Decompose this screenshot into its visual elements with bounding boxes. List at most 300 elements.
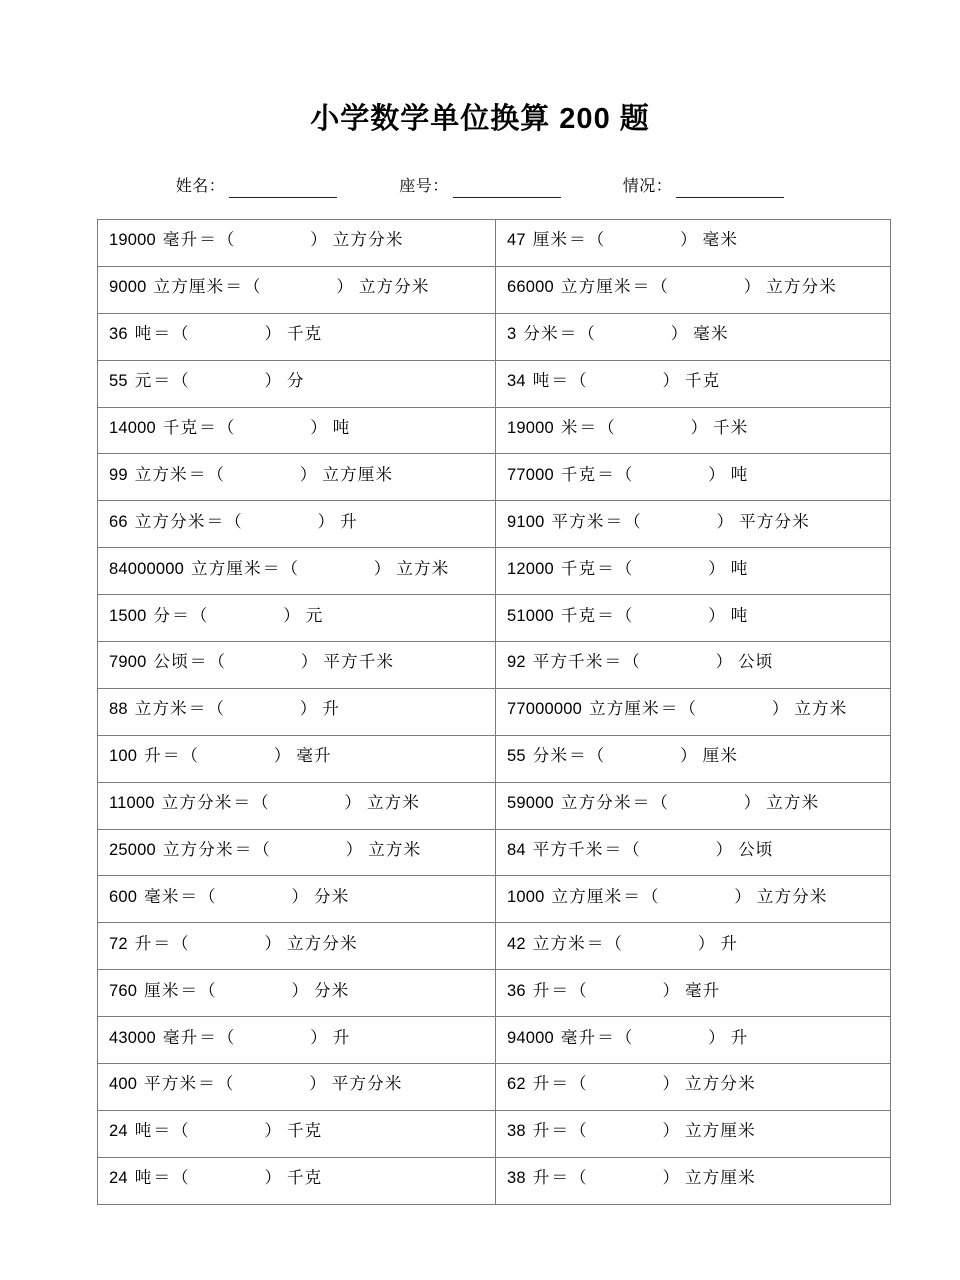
question-cell[interactable]	[98, 595, 496, 642]
question-from-unit: 平方米	[144, 1074, 198, 1094]
answer-blank[interactable]	[640, 650, 714, 674]
question-cell[interactable]	[496, 688, 891, 735]
question-to-unit: 立方厘米	[684, 1168, 756, 1188]
question-from-unit: 公顷	[153, 652, 189, 672]
paren-close: ）	[771, 699, 789, 719]
answer-blank[interactable]	[224, 697, 298, 721]
question-from-unit: 吨	[532, 371, 551, 391]
question-to-unit: 立方分米	[684, 1074, 756, 1094]
answer-blank[interactable]	[207, 604, 281, 628]
question-text	[109, 697, 340, 726]
question-value: 7900	[109, 653, 147, 672]
question-cell[interactable]	[496, 501, 891, 548]
equals-sign: ＝	[172, 605, 189, 625]
answer-blank[interactable]	[298, 557, 372, 581]
paren-close: ）	[715, 840, 733, 860]
question-cell[interactable]	[496, 1017, 891, 1064]
paren-close: ）	[309, 1074, 326, 1094]
question-from-unit: 吨	[134, 324, 153, 344]
paren-close: ）	[715, 652, 733, 672]
paren-close: ）	[670, 324, 688, 344]
question-value: 14000	[109, 419, 156, 437]
paren-open: （	[181, 746, 198, 766]
equals-sign: ＝	[198, 1074, 215, 1094]
question-cell[interactable]	[98, 829, 496, 876]
question-text	[507, 322, 729, 351]
question-value: 760	[109, 981, 138, 1000]
answer-blank[interactable]	[188, 932, 262, 956]
question-to-unit: 千米	[713, 418, 749, 437]
question-cell[interactable]	[496, 735, 891, 782]
paren-open: （	[679, 699, 696, 719]
question-from-unit: 毫升	[162, 1027, 199, 1047]
table-row	[98, 407, 891, 454]
question-from-unit: 分米	[532, 746, 569, 766]
paren-close: ）	[708, 558, 725, 578]
question-text	[507, 1026, 749, 1055]
question-cell[interactable]	[496, 220, 891, 267]
paren-open: （	[199, 980, 216, 1000]
answer-blank[interactable]	[270, 838, 344, 862]
question-to-unit: 立方米	[368, 840, 422, 860]
answer-blank[interactable]	[188, 1119, 262, 1143]
equals-sign: ＝	[180, 980, 198, 1000]
name-input-blank[interactable]	[229, 180, 337, 198]
paren-close: ）	[264, 1168, 281, 1188]
table-row	[98, 970, 891, 1017]
equals-sign: ＝	[604, 652, 622, 672]
question-cell[interactable]	[98, 735, 496, 782]
question-from-unit: 立方米	[134, 699, 188, 719]
answer-blank[interactable]	[641, 510, 715, 534]
question-cell[interactable]	[496, 642, 891, 689]
question-text	[109, 369, 305, 398]
page-title: 小学数学单位换算 200 题	[310, 103, 650, 136]
question-value: 1000	[507, 887, 545, 906]
question-to-unit: 立方米	[396, 558, 450, 578]
question-text	[507, 463, 749, 492]
question-text	[109, 416, 351, 445]
question-text	[109, 885, 349, 914]
name-field	[176, 176, 338, 198]
question-to-unit: 厘米	[702, 746, 739, 766]
paren-close: ）	[708, 464, 725, 484]
question-to-unit: 立方分米	[358, 277, 430, 297]
question-to-unit: 立方厘米	[322, 464, 394, 484]
question-value: 1500	[109, 606, 147, 625]
paren-open: （	[624, 511, 641, 531]
equals-sign: ＝	[199, 418, 216, 437]
question-from-unit: 立方分米	[560, 793, 632, 813]
question-cell[interactable]	[98, 688, 496, 735]
equals-sign: ＝	[579, 418, 597, 437]
equals-sign: ＝	[632, 277, 650, 297]
paren-close: ）	[708, 605, 725, 625]
question-cell[interactable]	[496, 1064, 891, 1111]
seat-input-blank[interactable]	[453, 180, 561, 198]
paren-open: （	[217, 418, 235, 437]
table-row	[98, 642, 891, 689]
paren-close: ）	[300, 652, 318, 672]
paren-open: （	[171, 1168, 189, 1188]
question-to-unit: 立方分米	[766, 277, 838, 297]
question-from-unit: 立方米	[134, 464, 188, 484]
question-to-unit: 平方分米	[739, 511, 810, 531]
question-cell[interactable]	[496, 360, 891, 407]
question-text	[507, 650, 773, 679]
question-value: 72	[109, 934, 128, 953]
seat-field	[399, 176, 561, 198]
question-from-unit: 毫米	[144, 886, 180, 906]
question-cell[interactable]	[496, 970, 891, 1017]
question-to-unit: 千克	[286, 1168, 323, 1188]
question-value: 43000	[109, 1028, 156, 1047]
question-to-unit: 毫米	[693, 324, 729, 344]
question-value: 400	[109, 1075, 138, 1094]
equals-sign: ＝	[188, 464, 206, 484]
table-row	[98, 1017, 891, 1064]
question-from-unit: 平方千米	[532, 840, 604, 860]
answer-blank[interactable]	[586, 1166, 660, 1190]
equals-sign: ＝	[153, 324, 170, 344]
equals-sign: ＝	[162, 746, 180, 766]
question-from-unit: 米	[560, 418, 579, 437]
question-cell[interactable]	[496, 876, 891, 923]
paren-close: ）	[345, 840, 363, 860]
question-from-unit: 分米	[523, 324, 559, 344]
question-text	[109, 557, 449, 586]
question-cell[interactable]	[98, 1017, 496, 1064]
table-row	[98, 1157, 891, 1204]
answer-blank[interactable]	[604, 228, 678, 252]
answer-blank[interactable]	[188, 369, 262, 393]
question-from-unit: 立方厘米	[560, 277, 632, 297]
question-to-unit: 千克	[684, 371, 721, 391]
table-row	[98, 829, 891, 876]
paren-close: ）	[310, 418, 327, 437]
question-cell[interactable]	[496, 548, 891, 595]
question-cell[interactable]	[98, 360, 496, 407]
equals-sign: ＝	[605, 511, 623, 531]
answer-blank[interactable]	[198, 744, 272, 768]
question-table	[97, 219, 891, 1205]
answer-blank[interactable]	[668, 275, 742, 299]
question-cell[interactable]	[496, 782, 891, 829]
paren-open: （	[651, 793, 668, 813]
paren-open: （	[623, 652, 640, 672]
question-from-unit: 升	[532, 1168, 551, 1188]
paren-open: （	[615, 464, 633, 484]
question-value: 24	[109, 1169, 128, 1188]
paren-open: （	[171, 933, 189, 953]
question-text	[109, 322, 322, 351]
question-text	[507, 791, 819, 820]
status-field	[623, 176, 785, 198]
question-to-unit: 立方米	[366, 793, 421, 813]
question-value: 600	[109, 887, 138, 906]
question-value: 55	[109, 372, 128, 391]
question-from-unit: 平方千米	[532, 652, 604, 672]
question-text	[507, 1072, 756, 1101]
answer-blank[interactable]	[632, 1026, 706, 1050]
question-value: 11000	[109, 794, 155, 813]
answer-blank[interactable]	[260, 275, 334, 299]
paren-close: ）	[680, 746, 697, 766]
table-row	[98, 1110, 891, 1157]
question-value: 66000	[507, 278, 554, 297]
question-cell[interactable]	[496, 407, 891, 454]
paren-close: ）	[734, 886, 751, 906]
paren-close: ）	[283, 605, 300, 625]
question-text	[109, 1119, 322, 1148]
question-to-unit: 立方厘米	[684, 1121, 756, 1141]
question-cell[interactable]	[98, 266, 496, 313]
question-cell[interactable]	[496, 1110, 891, 1157]
question-cell[interactable]	[496, 313, 891, 360]
question-text	[109, 463, 393, 492]
question-value: 19000	[109, 231, 156, 250]
student-info-line	[0, 168, 960, 198]
paren-close: ）	[743, 793, 761, 813]
answer-blank[interactable]	[224, 463, 298, 487]
question-from-unit: 立方分米	[134, 511, 206, 531]
question-to-unit: 升	[720, 933, 739, 953]
table-row	[98, 595, 891, 642]
question-cell[interactable]	[98, 1157, 496, 1204]
answer-blank[interactable]	[216, 885, 290, 909]
question-cell[interactable]	[98, 313, 496, 360]
question-cell[interactable]	[98, 1064, 496, 1111]
paren-close: ）	[264, 371, 281, 391]
question-value: 9000	[109, 278, 147, 297]
question-value: 42	[507, 934, 526, 953]
question-to-unit: 升	[730, 1027, 749, 1047]
paren-close: ）	[662, 371, 679, 391]
question-cell[interactable]	[98, 548, 496, 595]
question-to-unit: 平方分米	[331, 1074, 403, 1094]
paren-close: ）	[662, 1074, 679, 1094]
answer-blank[interactable]	[696, 697, 770, 721]
equals-sign: ＝	[551, 371, 568, 391]
table-row	[98, 454, 891, 501]
question-value: 77000	[507, 465, 554, 484]
answer-blank[interactable]	[586, 1119, 660, 1143]
question-to-unit: 立方分米	[332, 230, 404, 250]
question-value: 100	[109, 747, 138, 766]
question-cell[interactable]	[496, 829, 891, 876]
question-cell[interactable]	[496, 266, 891, 313]
question-text	[507, 1119, 756, 1148]
status-input-blank[interactable]	[676, 180, 784, 198]
answer-blank[interactable]	[188, 322, 262, 346]
question-from-unit: 千克	[560, 464, 597, 484]
question-from-unit: 元	[134, 371, 153, 391]
equals-sign: ＝	[153, 1168, 170, 1188]
answer-blank[interactable]	[234, 416, 308, 440]
paren-open: （	[623, 840, 640, 860]
paren-open: （	[253, 840, 270, 860]
question-to-unit: 毫米	[702, 230, 739, 250]
paren-open: （	[587, 746, 605, 766]
paren-close: ）	[716, 511, 734, 531]
paren-close: ）	[743, 277, 761, 297]
answer-blank[interactable]	[595, 322, 669, 346]
question-cell[interactable]	[98, 1110, 496, 1157]
question-cell[interactable]	[98, 642, 496, 689]
paren-open: （	[251, 793, 269, 813]
question-cell[interactable]	[98, 782, 496, 829]
paren-close: ）	[264, 933, 281, 953]
paren-close: ）	[299, 699, 317, 719]
answer-blank[interactable]	[234, 1026, 308, 1050]
equals-sign: ＝	[586, 933, 604, 953]
question-from-unit: 升	[144, 746, 162, 766]
answer-blank[interactable]	[586, 1072, 660, 1096]
answer-blank[interactable]	[615, 416, 689, 440]
paren-open: （	[171, 371, 189, 391]
table-row	[98, 688, 891, 735]
question-text	[109, 1072, 403, 1101]
paren-open: （	[217, 1027, 235, 1047]
answer-blank[interactable]	[242, 510, 316, 534]
paren-open: （	[199, 886, 216, 906]
question-value: 36	[109, 325, 128, 344]
question-cell[interactable]	[496, 923, 891, 970]
question-from-unit: 千克	[560, 558, 597, 578]
question-text	[507, 510, 810, 539]
question-text	[109, 510, 358, 539]
equals-sign: ＝	[199, 230, 216, 250]
question-text	[109, 275, 430, 304]
paren-open: （	[243, 277, 261, 297]
answer-blank[interactable]	[658, 885, 732, 909]
question-cell[interactable]	[98, 876, 496, 923]
equals-sign: ＝	[234, 840, 252, 860]
question-value: 62	[507, 1075, 526, 1094]
answer-blank[interactable]	[622, 932, 696, 956]
paren-close: ）	[264, 324, 281, 344]
paren-open: （	[171, 324, 189, 344]
question-from-unit: 吨	[134, 1121, 153, 1141]
question-cell[interactable]	[496, 1157, 891, 1204]
question-text	[507, 838, 773, 867]
answer-blank[interactable]	[268, 791, 342, 815]
paren-open: （	[587, 230, 605, 250]
question-from-unit: 立方厘米	[551, 886, 623, 906]
question-text	[109, 228, 404, 257]
answer-blank[interactable]	[233, 1072, 307, 1096]
question-cell[interactable]	[98, 407, 496, 454]
question-cell[interactable]	[98, 454, 496, 501]
question-from-unit: 厘米	[532, 230, 569, 250]
question-cell[interactable]	[98, 923, 496, 970]
question-to-unit: 分	[286, 371, 305, 391]
equals-sign: ＝	[597, 558, 614, 578]
answer-blank[interactable]	[668, 791, 742, 815]
question-to-unit: 吨	[332, 418, 351, 437]
question-text	[507, 744, 738, 773]
paren-open: （	[605, 933, 622, 953]
table-row	[98, 735, 891, 782]
paren-close: ）	[373, 558, 391, 578]
question-to-unit: 立方米	[794, 699, 848, 719]
question-from-unit: 立方厘米	[191, 558, 262, 578]
table-row	[98, 1064, 891, 1111]
question-from-unit: 毫升	[560, 1027, 597, 1047]
question-text	[109, 744, 332, 773]
question-to-unit: 千克	[286, 324, 323, 344]
question-value: 88	[109, 700, 128, 719]
equals-sign: ＝	[225, 277, 242, 297]
question-value: 25000	[109, 841, 156, 860]
question-cell[interactable]	[98, 220, 496, 267]
answer-blank[interactable]	[188, 1166, 262, 1190]
question-cell[interactable]	[98, 501, 496, 548]
question-text	[507, 1166, 756, 1195]
answer-blank[interactable]	[640, 838, 714, 862]
equals-sign: ＝	[597, 1027, 614, 1047]
question-from-unit: 升	[134, 933, 153, 953]
paren-close: ）	[264, 1121, 281, 1141]
question-cell[interactable]	[496, 454, 891, 501]
paren-open: （	[598, 418, 615, 437]
answer-blank[interactable]	[234, 228, 308, 252]
answer-blank[interactable]	[604, 744, 678, 768]
paren-open: （	[615, 605, 633, 625]
paren-open: （	[281, 558, 298, 578]
question-text	[109, 650, 394, 679]
paren-close: ）	[291, 886, 309, 906]
question-to-unit: 毫升	[296, 746, 332, 766]
question-value: 99	[109, 465, 128, 484]
question-value: 59000	[507, 794, 554, 813]
paren-open: （	[651, 277, 668, 297]
question-text	[507, 369, 720, 398]
paren-open: （	[208, 652, 225, 672]
paren-close: ）	[690, 418, 708, 437]
answer-blank[interactable]	[225, 650, 299, 674]
equals-sign: ＝	[199, 1027, 216, 1047]
question-cell[interactable]	[98, 970, 496, 1017]
question-text	[507, 604, 749, 633]
status-label: 情况：	[622, 178, 673, 195]
question-text	[507, 697, 847, 726]
paren-open: （	[569, 371, 587, 391]
answer-blank[interactable]	[632, 463, 706, 487]
question-table-body	[98, 220, 891, 1205]
answer-blank[interactable]	[632, 557, 706, 581]
question-value: 24	[109, 1122, 128, 1141]
question-value: 94000	[507, 1028, 554, 1047]
question-from-unit: 立方厘米	[589, 699, 660, 719]
question-to-unit: 公顷	[738, 652, 774, 672]
answer-blank[interactable]	[586, 369, 660, 393]
question-value: 38	[507, 1169, 526, 1188]
table-row	[98, 782, 891, 829]
equals-sign: ＝	[189, 652, 207, 672]
question-text	[109, 791, 420, 820]
question-to-unit: 吨	[730, 464, 749, 484]
question-cell[interactable]	[496, 595, 891, 642]
answer-blank[interactable]	[586, 979, 660, 1003]
question-to-unit: 升	[332, 1027, 351, 1047]
answer-blank[interactable]	[632, 604, 706, 628]
question-to-unit: 毫升	[684, 980, 721, 1000]
equals-sign: ＝	[551, 1121, 568, 1141]
equals-sign: ＝	[597, 464, 614, 484]
answer-blank[interactable]	[216, 979, 290, 1003]
question-from-unit: 升	[532, 1121, 551, 1141]
